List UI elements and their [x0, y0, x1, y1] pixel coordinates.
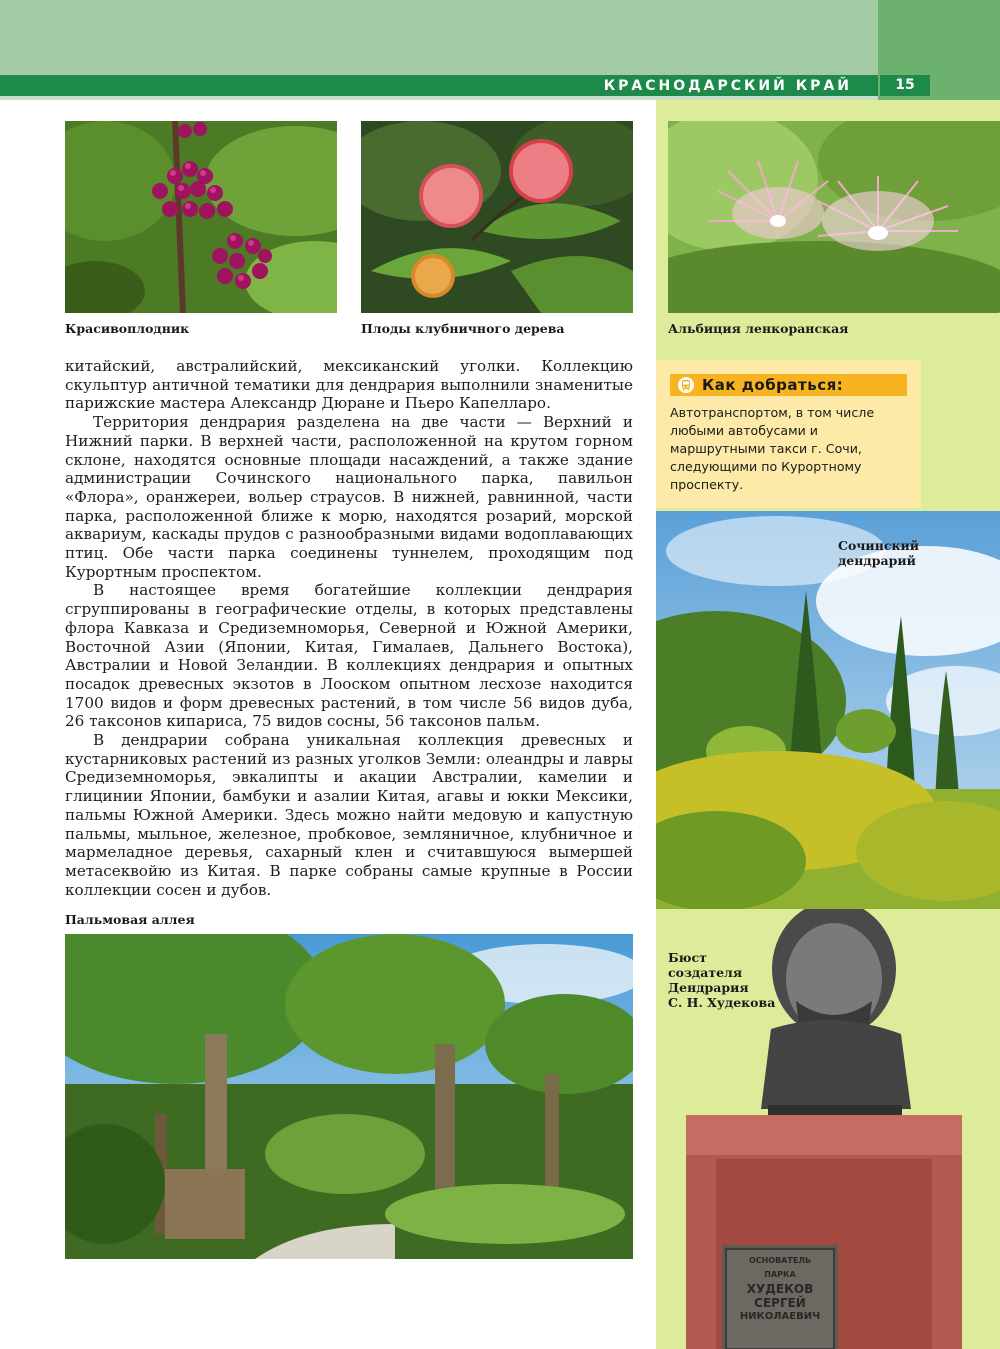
- dendrarium-caption-line: дендрарий: [838, 553, 916, 568]
- dendrarium-caption-line: Сочинский: [838, 538, 920, 553]
- how-to-get-header: [670, 374, 907, 396]
- header-band: [0, 0, 878, 75]
- beautyberry-photo: [65, 121, 337, 313]
- bust-caption: [668, 950, 775, 1010]
- plaque-line: ОСНОВАТЕЛЬ: [748, 1256, 812, 1265]
- albizia-caption: Альбиция ленкоранская: [668, 321, 849, 336]
- article-body: [65, 357, 633, 899]
- palm-alley-photo: [65, 934, 633, 1259]
- how-to-get-title: Как добраться:: [702, 376, 844, 394]
- how-to-get-text: Автотранспортом, в том числе любыми автобусами и маршрутными такси г. Сочи, следующими по Курортному проспекту.: [670, 405, 875, 492]
- dendrarium-photo: [656, 511, 1000, 909]
- plaque-line: ПАРКА: [764, 1270, 796, 1279]
- plaque-line: СЕРГЕЙ: [754, 1296, 806, 1310]
- plaque-line: ХУДЕКОВ: [746, 1282, 814, 1296]
- bust-caption-line: Бюст: [668, 950, 707, 965]
- bust-caption-line: создателя: [668, 965, 743, 980]
- strawberry-tree-photo: [361, 121, 633, 313]
- paragraph: китайский, австралийский, мексиканский уголки. Коллекцию скульптур античной тематики для дендрария выполнили знаменитые парижские мастера Александр Дюране и Пьеро Капелларо.: [65, 357, 633, 413]
- dendrarium-caption: [838, 538, 919, 568]
- bus-icon: [678, 377, 694, 393]
- bust-caption-line: С. Н. Худекова: [668, 995, 776, 1010]
- beautyberry-caption: Красивоплодник: [65, 321, 190, 336]
- bust-caption-line: Дендрария: [668, 980, 749, 995]
- strawberry-tree-caption: Плоды клубничного дерева: [361, 321, 565, 336]
- albizia-photo: [668, 121, 1000, 313]
- palm-alley-caption: Пальмовая аллея: [65, 912, 195, 927]
- paragraph: Территория дендрария разделена на две части — Верхний и Нижний парки. В верхней части, расположенной на крутом горном склоне, находятся основные площади насаждений, а также здание администрации Сочинского национального парка, павильон «Флора», оранжереи, вольер страусов. В нижней, равнинной, части парка, расположенной ближе к морю, находятся розарий, морской аквариум, каскады прудов с разнообразными видами водоплавающих птиц. Обе части парка соединены туннелем, проходящим под Курортным проспектом.: [65, 413, 633, 581]
- region-title: КРАСНОДАРСКИЙ КРАЙ: [603, 78, 852, 94]
- paragraph: В дендрарии собрана уникальная коллекция древесных и кустарниковых растений из разных уголков Земли: олеандры и лавры Средиземноморья, эвкалипты и акации Австралии, камелии и глицинии Японии, бамбуки и азалии Китая, агавы и юкки Мексики, пальмы Южной Америки. Здесь можно найти медовую и капустную пальмы, мыльное, железное, пробковое, земляничное, клубничное и мармеладное деревья, сахарный клен и считавшуюся вымершей метасеквойю из Китая. В парке собраны самые крупные в России коллекции сосен и дубов.: [65, 731, 633, 899]
- paragraph: В настоящее время богатейшие коллекции дендрария сгруппированы в географические отделы, в которых представлены флора Кавказа и Средиземноморья, Северной и Южной Америки, Восточной Азии (Японии, Китая, Гималаев, Дальнего Востока), Австралии и Новой Зеландии. В коллекциях дендрария и опытных посадок древесных экзотов в Лооском опытном лесхозе находится 1700 видов и форм древесных растений, в том числе 56 видов дуба, 26 таксонов кипариса, 75 видов сосны, 56 таксонов пальм.: [65, 581, 633, 731]
- plaque-line: НИКОЛАЕВИЧ: [739, 1311, 821, 1322]
- how-to-get-box: [656, 360, 921, 508]
- page-number: 15: [880, 75, 930, 96]
- bust-plaque: [728, 1254, 832, 1324]
